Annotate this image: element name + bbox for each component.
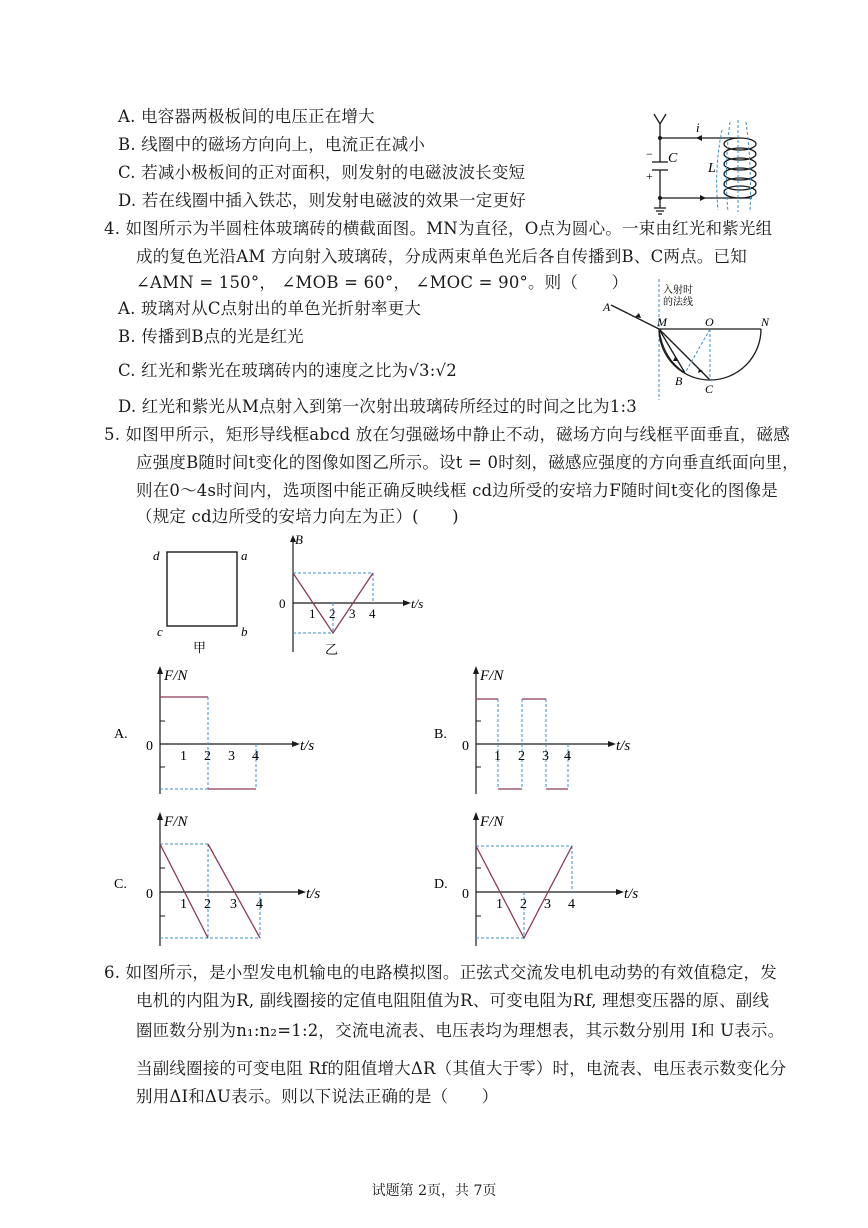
wire-frame-figure [145,540,255,658]
q4-option-c [118,360,457,382]
option-text: 玻璃对从C点射出的单色光折射率更大 [141,299,422,318]
stem-text: 如图所示为半圆柱体玻璃砖的横截面图。MN为直径，O点为圆心。一束由红光和紫光组 [125,219,773,238]
point-n-label: N [761,315,770,329]
tick-label: 3 [542,749,549,764]
x-axis-label: t/s [306,886,321,902]
origin-label: 0 [146,887,153,902]
tick-label: 2 [518,749,525,764]
lc-circuit-figure [640,110,780,220]
x-axis-label: t/s [411,596,424,611]
q3-option-c [118,162,525,184]
current-label: i [696,120,700,135]
q6-stem-line5: 别用ΔI和ΔU表示。则以下说法正确的是（ ） [136,1087,499,1106]
q3-option-d [118,190,526,212]
stem-text: 如图所示，是小型发电机输电的电路模拟图。正弦式交流发电机电动势的有效值稳定，发 [125,963,777,982]
stem-text: 如图甲所示，矩形导线框abcd 放在匀强磁场中静止不动，磁场方向与线框平面垂直，磁感 [125,425,790,444]
tick-label: 1 [494,749,501,764]
page-footer: 试题第 2页，共 7页 [371,1183,497,1199]
figure-caption: 甲 [193,640,207,655]
option-label: A. [118,107,136,126]
option-label: C. [118,163,136,182]
tick-label: 2 [204,749,211,764]
q5-stem-line2: 应强度B随时间t变化的图像如图乙所示。设t = 0时刻，磁感应强度的方向垂直纸面向里， [136,453,799,472]
tick-label: 3 [544,897,551,912]
x-axis-label: t/s [624,886,639,902]
option-label: B. [434,727,447,742]
origin-label: 0 [279,596,286,611]
point-b-label: B [675,374,683,388]
tick-label: 3 [228,749,235,764]
question-number: 5. [104,425,121,444]
normal-label: 的法线 [663,297,693,308]
point-m-label: M [657,315,667,329]
minus-sign: − [646,147,653,161]
tick-label: 2 [204,897,211,912]
option-text: 若减小极板间的正对面积，则发射的电磁波波长变短 [141,163,526,182]
point-o-label: O [705,315,714,329]
option-label: A. [118,299,136,318]
option-label: C. [118,361,136,380]
y-axis-label: F/N [164,668,188,684]
b-t-graph [275,530,435,658]
tick-label: 4 [568,897,575,912]
option-label: D. [118,191,137,210]
option-label: B. [118,135,136,154]
q5-stem-line4: （规定 cd边所受的安培力向左为正）( ) [136,507,459,526]
q4-stem-line3: ∠AMN = 150°， ∠MOB = 60°， ∠MOC = 90°。则（ ） [136,273,629,292]
option-label: D. [434,877,448,892]
q4-option-d [118,396,637,418]
question-number: 4. [104,219,121,238]
option-text: 线圈中的磁场方向向上，电流正在减小 [141,135,426,154]
tick-label: 1 [496,897,503,912]
capacitor-label: C [668,151,678,166]
tick-label: 1 [180,749,187,764]
q6-stem-line1 [104,962,777,984]
option-a-graph [110,662,340,797]
q6-stem-line4: 当副线圈接的可变电阻 Rf的阻值增大ΔR（其值大于零）时，电流表、电压表示数变化分 [136,1059,787,1078]
x-axis-label: t/s [616,738,631,754]
q4-option-a [118,298,421,320]
q4-stem-line1 [104,218,772,240]
y-axis-label: B [295,532,303,547]
plus-sign: + [646,169,653,183]
origin-label: 0 [462,739,469,754]
tick-label: 4 [252,749,259,764]
figure-caption: 乙 [325,642,339,657]
option-label: D. [118,397,137,416]
tick-label: 3 [349,606,356,621]
option-text: 电容器两极板间的电压正在增大 [141,107,375,126]
q4-option-b [118,326,304,348]
option-c-graph [110,808,340,948]
tick-label: 4 [369,606,376,621]
option-label: B. [118,327,136,346]
tick-label: 1 [309,606,316,621]
option-text: 传播到B点的光是红光 [141,327,304,346]
option-d-graph [430,808,660,948]
corner-b-label: b [241,624,248,639]
tick-label: 2 [329,606,336,621]
tick-label: 4 [256,897,263,912]
tick-label: 2 [520,897,527,912]
q5-stem-line3: 则在0～4s时间内，选项图中能正确反映线框 cd边所受的安培力F随时间t变化的图像是 [136,481,778,500]
q6-stem-line3: 圈匝数分别为n₁:n₂=1:2，交流电流表、电压表均为理想表，其示数分别用 I和 U表示。 [136,1021,785,1040]
tick-label: 1 [180,897,187,912]
tick-label: 3 [230,897,237,912]
corner-a-label: a [241,548,248,563]
y-axis-label: F/N [480,668,504,684]
option-label: C. [114,877,127,892]
point-c-label: C [705,382,714,396]
q3-option-b [118,134,425,156]
question-number: 6. [104,963,121,982]
point-a-label: A [603,300,611,314]
origin-label: 0 [146,739,153,754]
option-b-graph [430,662,660,797]
q6-stem-line2: 电机的内阻为R, 副线圈接的定值电阻阻值为R、可变电阻为Rf, 理想变压器的原、副线 [136,991,770,1010]
normal-label: 入射时 [663,285,693,296]
q3-option-a [118,106,375,128]
corner-c-label: c [157,624,163,639]
semicircle-glass-figure [595,275,785,400]
option-label: A. [114,727,128,742]
q5-stem-line1 [104,424,790,446]
option-text: 红光和紫光在玻璃砖内的速度之比为√3:√2 [141,361,457,380]
option-text: 红光和紫光从M点射入到第一次射出玻璃砖所经过的时间之比为1:3 [141,397,637,416]
tick-label: 4 [564,749,571,764]
y-axis-label: F/N [164,814,188,830]
y-axis-label: F/N [480,814,504,830]
option-text: 若在线圈中插入铁芯，则发射电磁波的效果一定更好 [141,191,526,210]
inductor-label: L [708,161,716,176]
x-axis-label: t/s [300,738,315,754]
q4-stem-line2: 成的复色光沿AM 方向射入玻璃砖，分成两束单色光后各自传播到B、C两点。已知 [136,247,747,266]
origin-label: 0 [462,887,469,902]
corner-d-label: d [153,548,160,563]
